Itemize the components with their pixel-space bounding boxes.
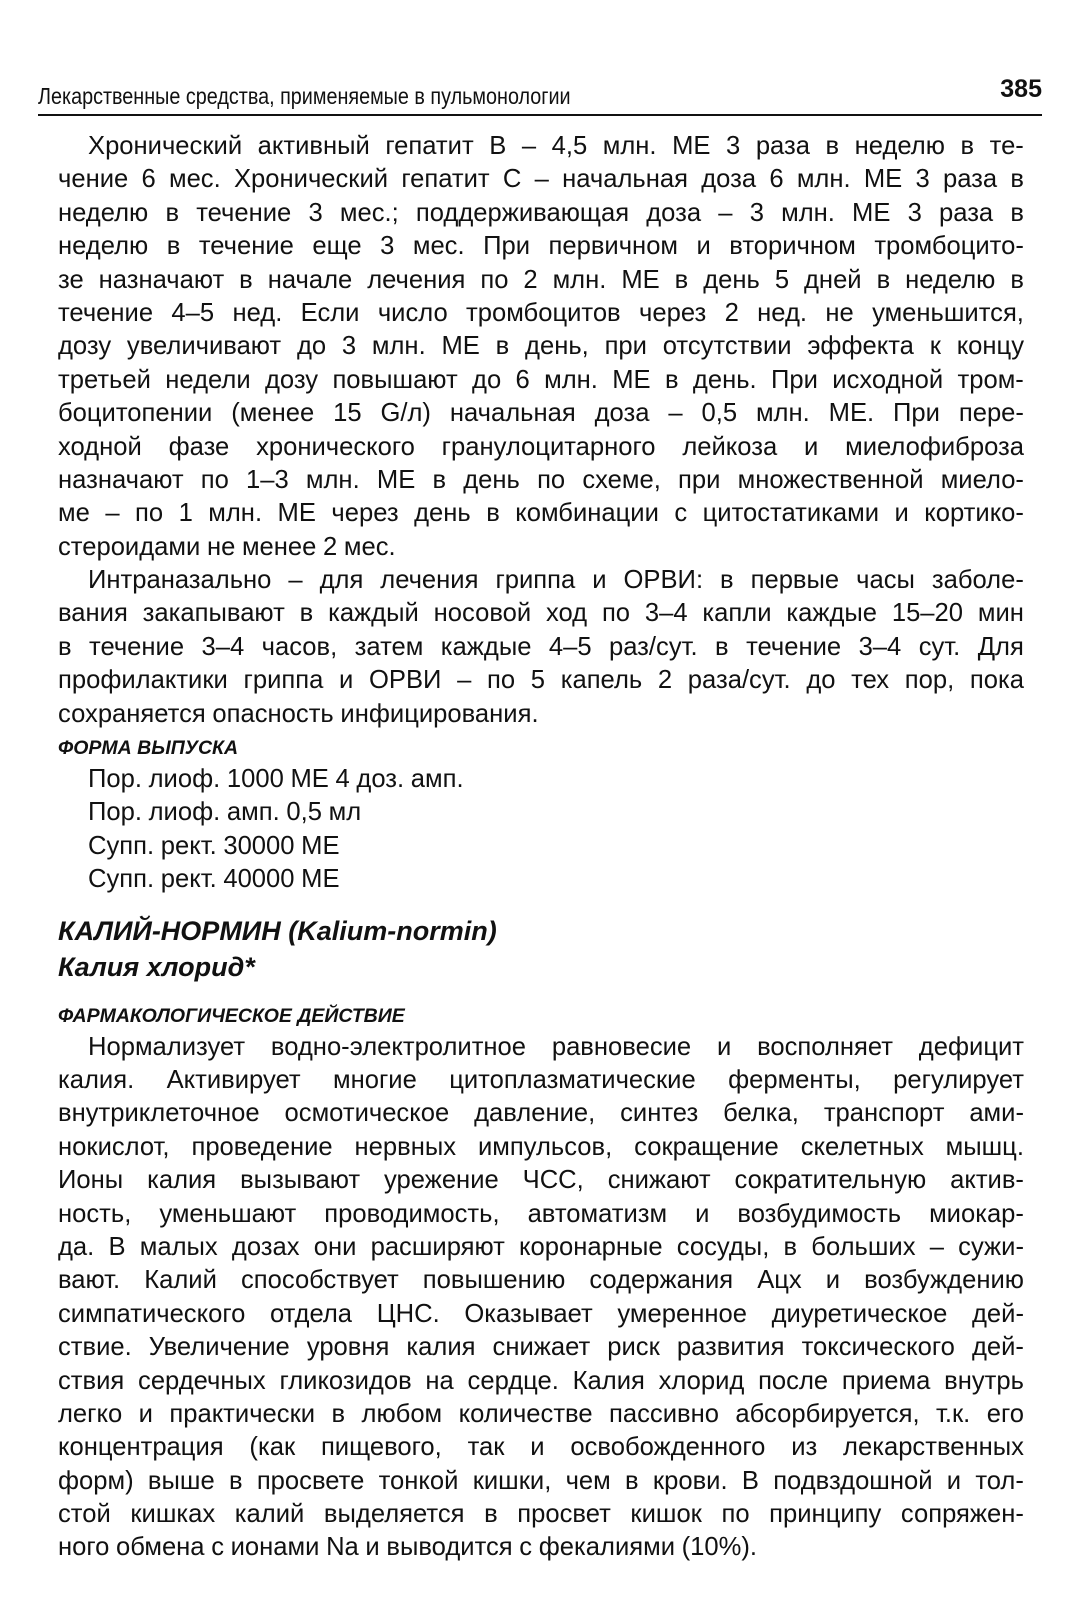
- section-heading-release-form: ФОРМА ВЫПУСКА: [58, 737, 239, 760]
- release-form-list: [58, 763, 1024, 897]
- text-line: стероидами не менее 2 мес.: [58, 532, 396, 561]
- page-number: 385: [1000, 75, 1042, 103]
- text-line: Пор. лиоф. 1000 МЕ 4 доз. амп.: [88, 765, 464, 794]
- text-line: стой кишках калий выделяется в просвет кишок по принципу сопряжен-: [58, 1500, 1024, 1529]
- text-line: форм) выше в просвете тонкой кишки, чем в крови. В подвздошной и тол-: [58, 1466, 1024, 1495]
- text-line: легко и практически в любом количестве пассивно абсорбируется, т.к. его: [58, 1399, 1024, 1428]
- paragraph-pharm-action: [58, 1031, 1024, 1565]
- text-line: зе назначают в начале лечения по 2 млн. МЕ в день 5 дней в неделю в: [58, 265, 1024, 294]
- text-line: ходной фазе хронического гранулоцитарного лейкоза и миелофиброза: [58, 432, 1024, 461]
- text-line: Хронический активный гепатит В – 4,5 млн. МЕ 3 раза в неделю в те-: [88, 132, 1024, 160]
- text-line: боцитопении (менее 15 G/л) начальная доза – 0,5 млн. МЕ. При пере-: [58, 399, 1024, 428]
- text-line: назначают по 1–3 млн. МЕ в день по схеме, при множественной миело-: [58, 465, 1024, 494]
- text-line: Супп. рект. 30000 МЕ: [88, 831, 340, 860]
- text-line: Интраназально – для лечения гриппа и ОРВИ: в первые часы заболе-: [88, 566, 1024, 595]
- text-line: неделю в течение 3 мес.; поддерживающая доза – 3 млн. МЕ 3 раза в: [58, 198, 1024, 227]
- text-line: Ионы калия вызывают урежение ЧСС, снижают сократительную актив-: [58, 1166, 1024, 1195]
- page-body: [58, 130, 1024, 1565]
- text-line: Пор. лиоф. амп. 0,5 мл: [88, 798, 362, 827]
- text-line: в течение 3–4 часов, затем каждые 4–5 раз/сут. в течение 3–4 сут. Для: [58, 632, 1024, 661]
- text-line: ствия сердечных гликозидов на сердце. Калия хлорид после приема внутрь: [58, 1366, 1024, 1395]
- running-title: Лекарственные средства, применяемые в пульмонологии: [38, 83, 571, 109]
- text-line: ность, уменьшают проводимость, автоматизм и возбудимость миокар-: [58, 1199, 1024, 1228]
- paragraph-intranasal: [58, 564, 1024, 731]
- text-line: профилактики гриппа и ОРВИ – по 5 капель 2 раза/сут. до тех пор, пока: [58, 666, 1024, 695]
- text-line: ного обмена с ионами Na и выводится с фекалиями (10%).: [58, 1533, 758, 1562]
- text-line: неделю в течение еще 3 мес. При первичном и вторичном тромбоцито-: [58, 232, 1024, 261]
- text-line: течение 4–5 нед. Если число тромбоцитов через 2 нед. не уменьшится,: [58, 298, 1024, 327]
- text-line: третьей недели дозу повышают до 6 млн. МЕ в день. При исходной тром-: [58, 365, 1024, 394]
- running-header: [38, 72, 1042, 116]
- drug-title: КАЛИЙ-НОРМИН (Kalium-normin): [58, 915, 497, 946]
- text-line: Супп. рект. 40000 МЕ: [88, 865, 340, 894]
- text-line: дозу увеличивают до 3 млн. МЕ в день, при отсутствии эффекта к концу: [58, 332, 1024, 361]
- text-line: сохраняется опасность инфицирования.: [58, 699, 539, 728]
- text-line: чение 6 мес. Хронический гепатит С – начальная доза 6 млн. МЕ 3 раза в: [58, 165, 1024, 194]
- text-line: ме – по 1 млн. МЕ через день в комбинации с цитостатиками и кортико-: [58, 499, 1024, 528]
- text-line: нокислот, проведение нервных импульсов, сокращение скелетных мышц.: [58, 1132, 1024, 1161]
- text-line: да. В малых дозах они расширяют коронарные сосуды, в больших – сужи-: [58, 1232, 1024, 1261]
- text-line: концентрация (как пищевого, так и освобожденного из лекарственных: [58, 1433, 1024, 1462]
- text-line: вания закапывают в каждый носовой ход по 3–4 капли каждые 15–20 мин: [58, 599, 1024, 628]
- text-line: симпатического отдела ЦНС. Оказывает умеренное диуретическое дей-: [58, 1299, 1024, 1328]
- drug-subtitle: Калия хлорид*: [58, 951, 255, 982]
- text-line: внутриклеточное осмотическое давление, синтез белка, транспорт ами-: [58, 1099, 1024, 1128]
- text-line: калия. Активирует многие цитоплазматические ферменты, регулирует: [58, 1065, 1024, 1094]
- section-heading-pharm-action: ФАРМАКОЛОГИЧЕСКОЕ ДЕЙСТВИЕ: [58, 1004, 405, 1027]
- text-line: ствие. Увеличение уровня калия снижает риск развития токсического дей-: [58, 1333, 1024, 1362]
- paragraph-dosage: [58, 130, 1024, 564]
- text-line: вают. Калий способствует повышению содержания Ацх и возбуждению: [58, 1266, 1024, 1295]
- text-line: Нормализует водно-электролитное равновесие и восполняет дефицит: [88, 1032, 1024, 1061]
